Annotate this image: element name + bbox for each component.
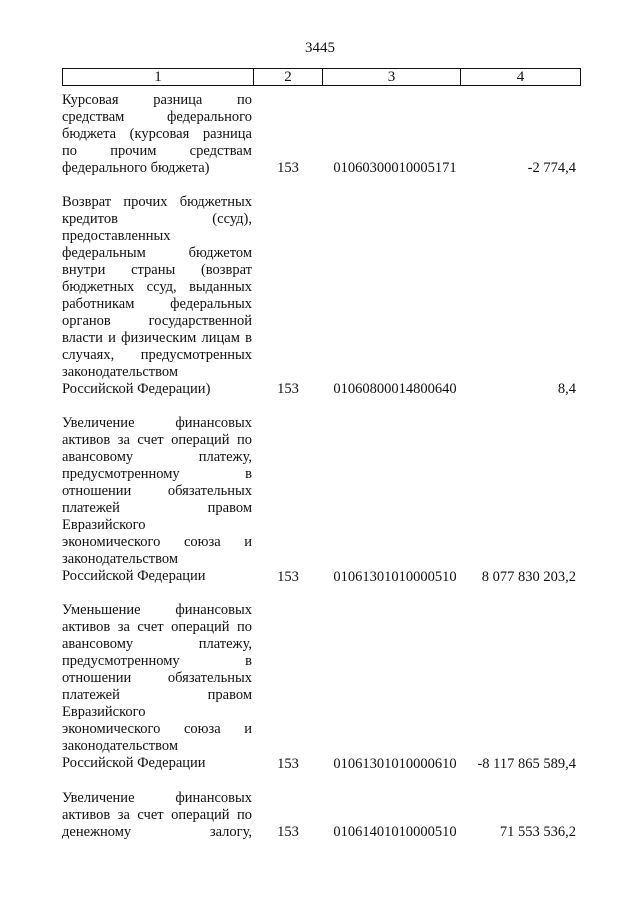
- description-line: предусмотренному в: [62, 466, 252, 482]
- row-description: [62, 415, 252, 585]
- description-line: платежей правом: [62, 500, 252, 516]
- column-header-1: 1: [63, 69, 254, 86]
- row-admin-code: 153: [277, 160, 299, 176]
- row-description: [62, 194, 252, 398]
- row-admin-code: 153: [277, 569, 299, 585]
- column-header-3: 3: [323, 69, 461, 86]
- row-budget-code: 01061401010000510: [333, 824, 457, 840]
- description-line: работникам федеральных: [62, 296, 252, 312]
- description-line: предоставленных: [62, 228, 171, 244]
- description-line: по прочим средствам: [62, 143, 252, 159]
- description-line: власти и физическим лицам в: [62, 330, 252, 346]
- row-admin-code: 153: [277, 381, 299, 397]
- row-budget-code: 01061301010000610: [333, 756, 457, 772]
- page-number: 3445: [305, 40, 335, 56]
- description-line: платежей правом: [62, 687, 252, 703]
- description-line: бюджета (курсовая разница: [62, 126, 252, 142]
- description-line: законодательством: [62, 364, 179, 380]
- description-line: Уменьшение финансовых: [62, 602, 252, 618]
- description-line: активов за счет операций по: [62, 432, 252, 448]
- description-line: средствам федерального: [62, 109, 252, 125]
- description-line: законодательством: [62, 551, 179, 567]
- row-admin-code: 153: [277, 824, 299, 840]
- description-line: активов за счет операций по: [62, 807, 252, 823]
- description-line: экономического союза и: [62, 721, 252, 737]
- row-amount: 8 077 830 203,2: [481, 569, 576, 585]
- row-amount: 8,4: [557, 381, 576, 397]
- description-line: Увеличение финансовых: [62, 790, 252, 806]
- description-line: Увеличение финансовых: [62, 415, 252, 431]
- description-line: денежному залогу,: [62, 824, 252, 840]
- description-line: Евразийского: [62, 704, 146, 720]
- description-line: отношении обязательных: [62, 483, 252, 499]
- description-line: случаях, предусмотренных: [62, 347, 252, 363]
- column-header-2: 2: [254, 69, 323, 86]
- description-line: отношении обязательных: [62, 670, 252, 686]
- description-line: активов за счет операций по: [62, 619, 252, 635]
- description-line: федерального бюджета): [62, 160, 210, 176]
- description-line: Российской Федерации: [62, 568, 206, 584]
- row-description: [62, 92, 252, 177]
- description-line: кредитов (ссуд),: [62, 211, 252, 227]
- row-description: [62, 602, 252, 772]
- row-budget-code: 01060300010005171: [333, 160, 457, 176]
- row-admin-code: 153: [277, 756, 299, 772]
- row-description: [62, 790, 252, 841]
- row-amount: -2 774,4: [527, 160, 576, 176]
- description-line: внутри страны (возврат: [62, 262, 252, 278]
- description-line: Российской Федерации): [62, 381, 211, 397]
- description-line: экономического союза и: [62, 534, 252, 550]
- description-line: федеральным бюджетом: [62, 245, 252, 261]
- row-budget-code: 01060800014800640: [333, 381, 457, 397]
- column-header-4: 4: [461, 69, 581, 86]
- description-line: Евразийского: [62, 517, 146, 533]
- description-line: Курсовая разница по: [62, 92, 252, 108]
- description-line: законодательством: [62, 738, 179, 754]
- description-line: органов государственной: [62, 313, 252, 329]
- row-budget-code: 01061301010000510: [333, 569, 457, 585]
- description-line: Российской Федерации: [62, 755, 206, 771]
- description-line: авансовому платежу,: [62, 636, 252, 652]
- description-line: бюджетных ссуд, выданных: [62, 279, 252, 295]
- row-amount: 71 553 536,2: [499, 824, 576, 840]
- row-amount: -8 117 865 589,4: [477, 756, 576, 772]
- description-line: авансовому платежу,: [62, 449, 252, 465]
- description-line: Возврат прочих бюджетных: [62, 194, 252, 210]
- description-line: предусмотренному в: [62, 653, 252, 669]
- column-header-row: [62, 68, 581, 86]
